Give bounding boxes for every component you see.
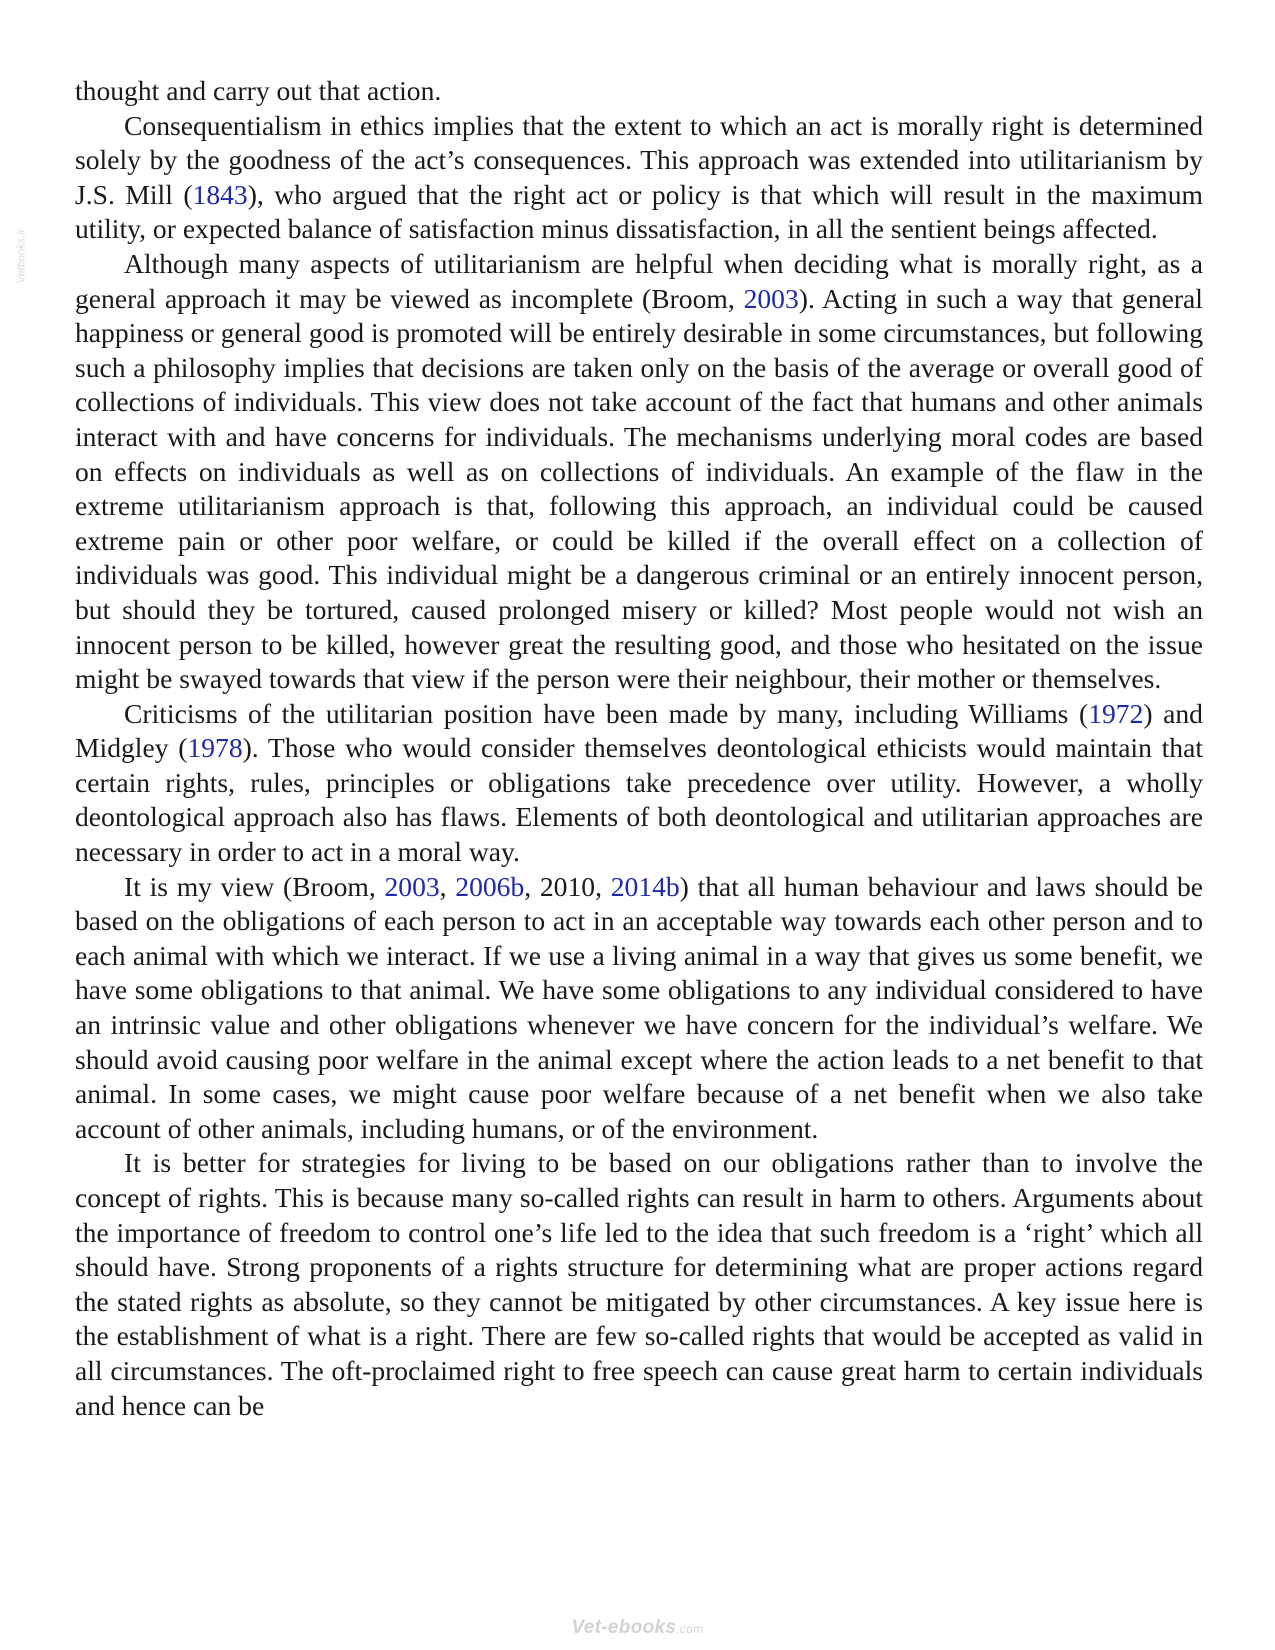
paragraph-text: It is better for strategies for living to be based on our obligations rather than to involve the concept of rights. This is because many so-called rights can result in harm to others. Arguments about the importance of freedom to control one’s life led to the idea that such freedom is a ‘right’ which all should have. Strong proponents of a rights structure for determining what are proper actions regard the stated rights as absolute, so they cannot be mitigated by other circumstances. A key issue here is the establishment of what is a right. There are few so-called rights that would be accepted as valid in all circumstances. The oft-proclaimed right to free speech can cause great harm to certain individuals and hence can be (75, 1147, 1203, 1421)
citation-link-midgley-1978[interactable]: 1978 (187, 732, 243, 764)
citation-link-mill-1843[interactable]: 1843 (192, 178, 248, 210)
citation-link-williams-1972[interactable]: 1972 (1088, 697, 1144, 729)
paragraph-rights (75, 1146, 1203, 1423)
paragraph-text: It is my view (Broom, (124, 870, 385, 902)
paragraph-text: Although many aspects of utilitarianism are helpful when deciding what is morally right, as a general approach it may be viewed as incomplete (Broom, (75, 247, 1203, 314)
paragraph-text: Consequentialism in ethics implies that the extent to which an act is morally right is determined solely by the goodness of the act’s consequences. This approach was extended into utilitarianism by J.S. Mill ( (75, 109, 1203, 210)
footer-watermark (0, 1617, 1275, 1639)
paragraph-text: Criticisms of the utilitarian position have been made by many, including Williams ( (124, 697, 1089, 729)
paragraph-text: ). Acting in such a way that general happiness or general good is promoted will be entirely desirable in some circumstances, but following such a philosophy implies that decisions are taken only on the basis of the average or overall good of collections of individuals. This view does not take account of the fact that humans and other animals interact with and have concerns for individuals. The mechanisms underlying moral codes are based on effects on individuals as well as on collections of individuals. An example of the flaw in the extreme utilitarianism approach is that, following this approach, an individual could be caused extreme pain or other poor welfare, or could be killed if the overall effect on a collection of individuals was good. This individual might be a dangerous criminal or an entirely innocent person, but should they be tortured, caused prolonged misery or killed? Most people would not wish an innocent person to be killed, however great the resulting good, and those who hesitated on the issue might be swayed towards that view if the person were their neighbour, their mother or themselves. (75, 282, 1203, 695)
citation-link-broom-2014b[interactable]: 2014b (610, 870, 680, 902)
paragraph-utilitarianism-critique (75, 247, 1203, 697)
paragraph-text: ) that all human behaviour and laws should be based on the obligations of each person to act in an acceptable way towards each other person and to each animal with which we interact. If we use a living animal in a way that gives us some benefit, we have some obligations to that animal. We have some obligations to any individual considered to have an intrinsic value and other obligations whenever we have concern for the individual’s welfare. We should avoid causing poor welfare in the animal except where the action leads to a net benefit to that animal. In some cases, we might cause poor welfare because of a net benefit when we also take account of other animals, including humans, or of the environment. (75, 870, 1204, 1144)
paragraph-text: ). Those who would consider themselves deontological ethicists would maintain that certain rights, rules, principles or obligations take precedence over utility. However, a wholly deontological approach also has flaws. Elements of both deontological and utilitarian approaches are necessary in order to act in a moral way. (75, 732, 1203, 868)
paragraph-text: ), who argued that the right act or policy is that which will result in the maximum utility, or expected balance of satisfaction minus dissatisfaction, in all the sentient beings affected. (75, 178, 1203, 245)
citation-link-broom-2003[interactable]: 2003 (384, 870, 440, 902)
paragraph-text: , 2010, (524, 870, 611, 902)
footer-watermark-main: Vet-ebooks (571, 1617, 677, 1638)
paragraph-continuation (75, 74, 1203, 109)
footer-watermark-suffix: .com (676, 1622, 704, 1636)
paragraph-text: ) and Midgley ( (75, 697, 1203, 764)
paragraph-text: , (439, 870, 456, 902)
citation-link-broom-2003[interactable]: 2003 (743, 282, 799, 314)
side-watermark: Vetbooks.ir (15, 228, 28, 284)
paragraph-criticisms (75, 697, 1203, 870)
paragraph-my-view (75, 870, 1203, 1147)
page-body (75, 74, 1203, 1423)
paragraph-text: thought and carry out that action. (75, 75, 442, 106)
paragraph-consequentialism (75, 109, 1203, 247)
citation-link-broom-2006b[interactable]: 2006b (455, 870, 525, 902)
